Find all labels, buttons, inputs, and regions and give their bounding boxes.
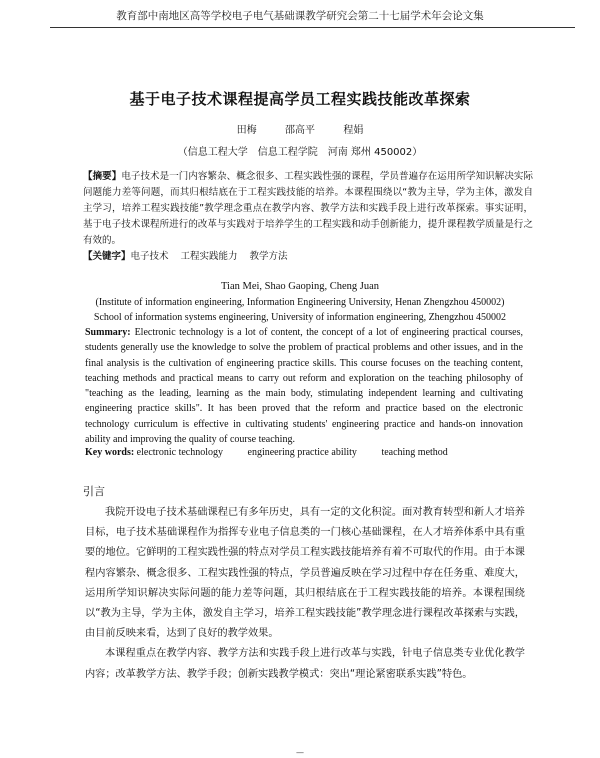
abstract-label-cn: 【摘要】 [83,171,122,182]
keywords-cn [83,249,533,265]
affiliation-cn: （信息工程大学 信息工程学院 河南 郑州 450002） [177,147,423,158]
section-body [85,503,525,685]
summary-text-en: Electronic technology is a lot of content, the concept of a lot of engineering practical courses, students generally use the knowledge to solve the problem of practical problems and other issues, and in the final analysis is the cultivation of engineering practice skills. This course focuses on the teaching content, teaching methods and practical means to carry out reform and exploration on the teaching philosophy of "teaching as the leading, learning as the main body, stimulating independent learning and cultivating engineering practice skills". It has been proved that the reform and practice based on the electronic technology curriculum is effective in cultivating students' engineering practice and hands-on innovation ability and improving the quality of course teaching. [85,327,523,446]
body-paragraph: 我院开设电子技术基础课程已有多年历史，具有一定的文化积淀。面对教育转型和新人才培养目标，电子技术基础课程作为指挥专业电子信息类的一门核心基础课程，在人才培养体系中具有重要的地位。它鲜明的工程实践性强的特点对学员工程实践技能培养有着不可取代的作用。由于本课程内容繁杂、概念很多、工程实践性强的特点，学员普遍反映在学习过程中存在任务重、难度大，运用所学知识解决实际问题的能力差等问题，其归根结底在于工程实践技能的培养。本课程围绕以“教为主导，学为主体，激发自主学习，培养工程实践技能”教学理念进行课程改革探索与实践，由目前反映来看，达到了良好的教学效果。 [85,507,525,640]
authors-cn [0,121,600,136]
abstract-text-cn: 电子技术是一门内容繁杂、概念很多、工程实践性强的课程，学员普遍存在运用所学知识解决实际问题能力差等问题，而其归根结底在于工程实践技能的培养。本课程围绕以“教为主导，学为主体，激发自主学习，培养工程实践技能”教学理念重点在教学内容、教学方法和实践手段上进行改革探索。事实证明，基于电子技术课程所进行的改革与实践对于培养学生的工程实践和动手创新能力，提升课程教学质量是行之有效的。 [83,171,533,246]
running-header: 教育部中南地区高等学校电子电气基础课教学研究会第二十七届学术年会论文集 [116,10,484,22]
abstract-cn-paragraph [83,169,533,249]
summary-label-en: Summary: [85,327,131,338]
section-heading: 引言 [83,485,105,498]
keyword-en: teaching method [381,447,448,458]
keywords-label-en: Key words: [85,447,135,458]
keyword-cn: 电子技术 [130,251,169,262]
keyword-en: electronic technology [136,447,224,458]
affiliation-en-2: School of information systems engineering, University of information engineering, Zhengzhou 450002 [93,312,507,323]
author-name: 田梅 [236,125,257,136]
keyword-en: engineering practice ability [247,447,357,458]
abstract-cn [83,169,533,265]
paper-title-cn: 基于电子技术课程提高学员工程实践技能改革探索 [129,90,471,108]
keyword-cn: 工程实践能力 [180,251,238,262]
authors-en: Tian Mei, Shao Gaoping, Cheng Juan [221,281,379,292]
header-rule [50,27,575,28]
body-paragraph: 本课程重点在教学内容、教学方法和实践手段上进行改革与实践，针电子信息类专业优化教学内容；改革教学方法、教学手段；创新实践教学模式：突出“理论紧密联系实践”特色。 [85,648,525,680]
summary-en [85,325,523,447]
affiliation-en-1: (Institute of information engineering, Information Engineering University, Henan Zhengzhou 450002) [95,297,505,308]
keywords-label-cn: 【关键字】 [83,251,131,262]
page-number: — [296,748,304,757]
author-name: 邵高平 [285,125,315,136]
author-name: 程娟 [343,125,364,136]
keyword-cn: 教学方法 [249,251,288,262]
keywords-en [85,447,525,458]
